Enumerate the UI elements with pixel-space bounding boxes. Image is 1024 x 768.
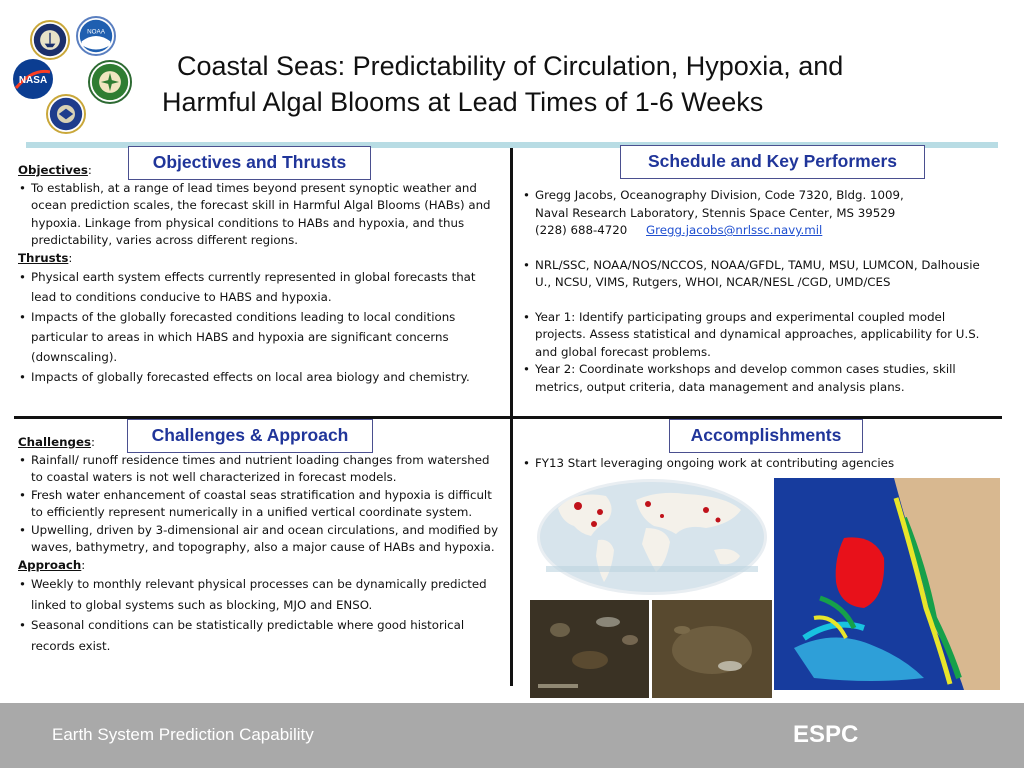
footer-bar [0,703,1024,768]
navy-seal-icon [30,20,70,60]
agency-logos [10,12,140,130]
challenges-section: Challenges: • Rainfall/ runoff residence times and nutrient loading changes from watershed to coastal waters is not well characterized in forecast models. • Fresh water enhancement of coastal seas stratification and hypoxia is difficult to efficiently represent numerically in a unified vertical coordinate system. • Upwelling, driven by 3-dimensional air and ocean circulations, and modified by waves, bathymetry, and topography, also a major cause of HABs and hypoxia. Approach: • Weekly to monthly relevant physical processes can be dynamically predicted linked to global systems such as blocking, MJO and ENSO. • Seasonal conditions can be statistically predictable where good historical records exist. [18,434,502,656]
footer-text: Earth System Prediction Capability [52,725,314,744]
seafloor-photo-2 [652,600,772,698]
list-item: • Impacts of globally forecasted effects on local area biology and chemistry. [18,367,498,387]
usda-seal-icon [88,60,132,104]
contact-phone: (228) 688-4720 [535,223,628,237]
objectives-header: Objectives and Thrusts [128,146,371,180]
list-item: • Physical earth system effects currently represented in global forecasts that lead to conditions conducive to HABS and hypoxia. [18,267,498,307]
year1-item: • Year 1: Identify participating groups and experimental coupled model projects. Assess statistical and dynamical approaches, applicability for U.S. and global forecast problems. [522,309,992,362]
noaa-logo-icon [76,16,116,56]
contact-info [522,187,992,240]
schedule-header: Schedule and Key Performers [620,145,925,179]
list-item: • Fresh water enhancement of coastal seas stratification and hypoxia is difficult to efficiently represent numerically in a unified vertical coordinate system. [18,487,502,522]
contact-email-link[interactable]: Gregg.jacobs@nrlssc.navy.mil [646,223,823,237]
accomplishments-section [522,455,992,473]
svg-text:NASA: NASA [18,75,48,86]
list-item: • Rainfall/ runoff residence times and nutrient loading changes from watershed to coastal waters is not well characterized in forecast models. [18,452,502,487]
world-map-image [536,478,768,596]
schedule-section [522,187,992,396]
nasa-logo-icon [12,58,54,100]
accomplishments-header: Accomplishments [669,419,863,453]
page-title [150,48,1010,120]
title-line-1: Coastal Seas: Predictability of Circulation, Hypoxia, and [177,51,844,81]
contact-address: Naval Research Laboratory, Stennis Space Center, MS 39529 [535,205,896,220]
approach-label: Approach [18,557,82,572]
objectives-label: Objectives [18,163,88,177]
objectives-section: Objectives: • To establish, at a range of lead times beyond present synoptic weather and ocean prediction scales, the forecast skill in Harmful Algal Blooms (HABs) and hypoxia. Linkage from physical conditions to HABs and hypoxia, and thus predictability, varies across different regions. Thrusts: • Physical earth system effects currently represented in global forecasts that lead to conditions conducive to HABS and hypoxia. • Impacts of the globally forecasted conditions leading to local conditions particular to areas in which HABS and hypoxia are significant concerns (downscaling). • Impacts of globally forecasted effects on local area biology and chemistry. [18,162,498,387]
seafloor-photo-1 [530,600,649,698]
list-item: • To establish, at a range of lead times beyond present synoptic weather and ocean prediction scales, the forecast skill in Harmful Algal Blooms (HABs) and hypoxia. Linkage from physical conditions to HABs and hypoxia, and thus predictability, varies across different regions. [18,180,498,250]
list-item: • Impacts of the globally forecasted conditions leading to local conditions particular to areas in which HABS and hypoxia are significant concerns (downscaling). [18,307,498,367]
challenges-label: Challenges [18,435,91,449]
list-item: • FY13 Start leveraging ongoing work at contributing agencies [522,455,992,473]
contact-name: • Gregg Jacobs, Oceanography Division, Code 7320, Bldg. 1009, [535,188,904,202]
list-item: • Seasonal conditions can be statistically predictable where good historical records exist. [18,615,502,656]
florida-hab-map [774,478,1000,696]
list-item: • Upwelling, driven by 3-dimensional air and ocean circulations, and modified by waves, bathymetry, and topography, also a major cause of HABs and hypoxia. [18,522,502,557]
air-force-seal-icon [46,94,86,134]
year2-item: • Year 2: Coordinate workshops and develop common cases studies, skill metrics, output criteria, data management and analysis plans. [522,361,992,396]
challenges-header: Challenges & Approach [127,419,373,453]
thrusts-label: Thrusts [18,250,69,265]
performers-item: • NRL/SSC, NOAA/NOS/NCCOS, NOAA/GFDL, TAMU, MSU, LUMCON, Dalhousie U., NCSU, VIMS, Rutgers, WHOI, NCAR/NESL /CGD, UMD/CES [522,257,992,292]
footer-brand: ESPC [793,721,859,748]
svg-text:NOAA: NOAA [87,28,105,36]
title-line-2: Harmful Algal Blooms at Lead Times of 1-6 Weeks [162,87,764,117]
list-item: • Weekly to monthly relevant physical processes can be dynamically predicted linked to global systems such as blocking, MJO and ENSO. [18,574,502,615]
